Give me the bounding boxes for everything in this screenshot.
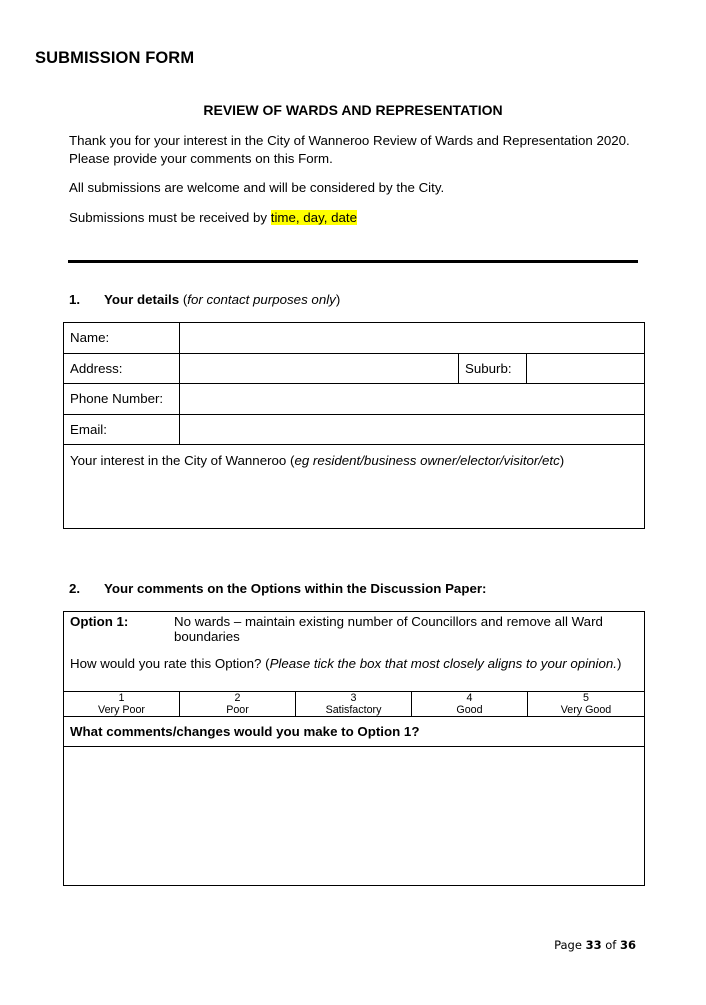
form-subtitle: REVIEW OF WARDS AND REPRESENTATION xyxy=(203,102,503,118)
details-table xyxy=(63,322,645,529)
section-1-note-open: ( xyxy=(179,292,188,307)
rating-option-1[interactable] xyxy=(64,692,180,717)
email-field[interactable] xyxy=(180,414,645,445)
address-field[interactable] xyxy=(180,353,459,384)
phone-label: Phone Number: xyxy=(64,384,180,415)
section-divider xyxy=(68,260,638,263)
rating-label: Poor xyxy=(226,704,249,716)
rating-label: Very Good xyxy=(560,704,612,716)
option-description: No wards – maintain existing number of Councillors and remove all Ward boundaries xyxy=(174,614,603,644)
option-label: Option 1: xyxy=(70,614,129,629)
section-1-number: 1. xyxy=(69,292,81,307)
rating-number: 3 xyxy=(350,692,357,704)
suburb-field[interactable] xyxy=(527,353,645,384)
page-sep: of xyxy=(601,938,620,952)
section-2-heading xyxy=(69,581,486,596)
option-table xyxy=(63,611,645,886)
rating-option-5[interactable] xyxy=(528,692,645,717)
interest-field[interactable] xyxy=(64,445,645,529)
rating-number: 5 xyxy=(583,692,589,704)
rate-question-text: How would you rate this Option? ( xyxy=(70,656,270,671)
interest-suffix: ) xyxy=(559,453,565,468)
page-number xyxy=(540,938,636,952)
interest-examples: eg resident/business owner/elector/visitor/etc xyxy=(294,453,560,468)
rating-label: Good xyxy=(456,704,483,716)
page-prefix: Page xyxy=(554,938,586,952)
phone-field[interactable] xyxy=(180,384,645,415)
intro-paragraph: Thank you for your interest in the City of Wanneroo Review of Wards and Representation 2020. Please provide your comments on this Form. xyxy=(69,133,630,166)
name-label: Name: xyxy=(64,323,180,354)
rating-number: 4 xyxy=(466,692,473,704)
form-title: SUBMISSION FORM xyxy=(35,49,195,67)
interest-prefix: Your interest in the City of Wanneroo ( xyxy=(70,453,295,468)
section-1-heading xyxy=(69,292,340,307)
deadline-prefix: Submissions must be received by xyxy=(69,210,271,225)
intro-paragraph-welcome: All submissions are welcome and will be considered by the City. xyxy=(69,180,445,195)
rating-option-4[interactable] xyxy=(412,692,528,717)
comments-heading: What comments/changes would you make to Option 1? xyxy=(64,717,645,747)
page-current: 33 xyxy=(585,938,602,952)
rating-option-2[interactable] xyxy=(180,692,296,717)
rating-label: Very Poor xyxy=(98,704,145,716)
deadline-highlight: time, day, date xyxy=(270,210,357,225)
section-2-number: 2. xyxy=(69,581,81,596)
section-1-note: for contact purposes only xyxy=(187,292,336,307)
rate-close: ) xyxy=(616,656,622,671)
comments-field[interactable] xyxy=(64,747,645,886)
rating-option-3[interactable] xyxy=(296,692,412,717)
suburb-label: Suburb: xyxy=(459,353,527,384)
rating-number: 1 xyxy=(118,692,125,704)
deadline-line xyxy=(69,209,649,227)
rate-instruction: Please tick the box that most closely aligns to your opinion. xyxy=(269,656,617,671)
email-label: Email: xyxy=(64,414,180,445)
section-1-title: Your details xyxy=(104,292,180,307)
option-description-cell xyxy=(64,612,645,692)
name-field[interactable] xyxy=(180,323,645,354)
page-total: 36 xyxy=(619,938,636,952)
section-2-title: Your comments on the Options within the Discussion Paper: xyxy=(104,581,487,596)
rating-label: Satisfactory xyxy=(325,704,382,716)
section-1-note-close: ) xyxy=(335,292,341,307)
rating-number: 2 xyxy=(234,692,241,704)
address-label: Address: xyxy=(64,353,180,384)
rate-question xyxy=(70,656,638,671)
